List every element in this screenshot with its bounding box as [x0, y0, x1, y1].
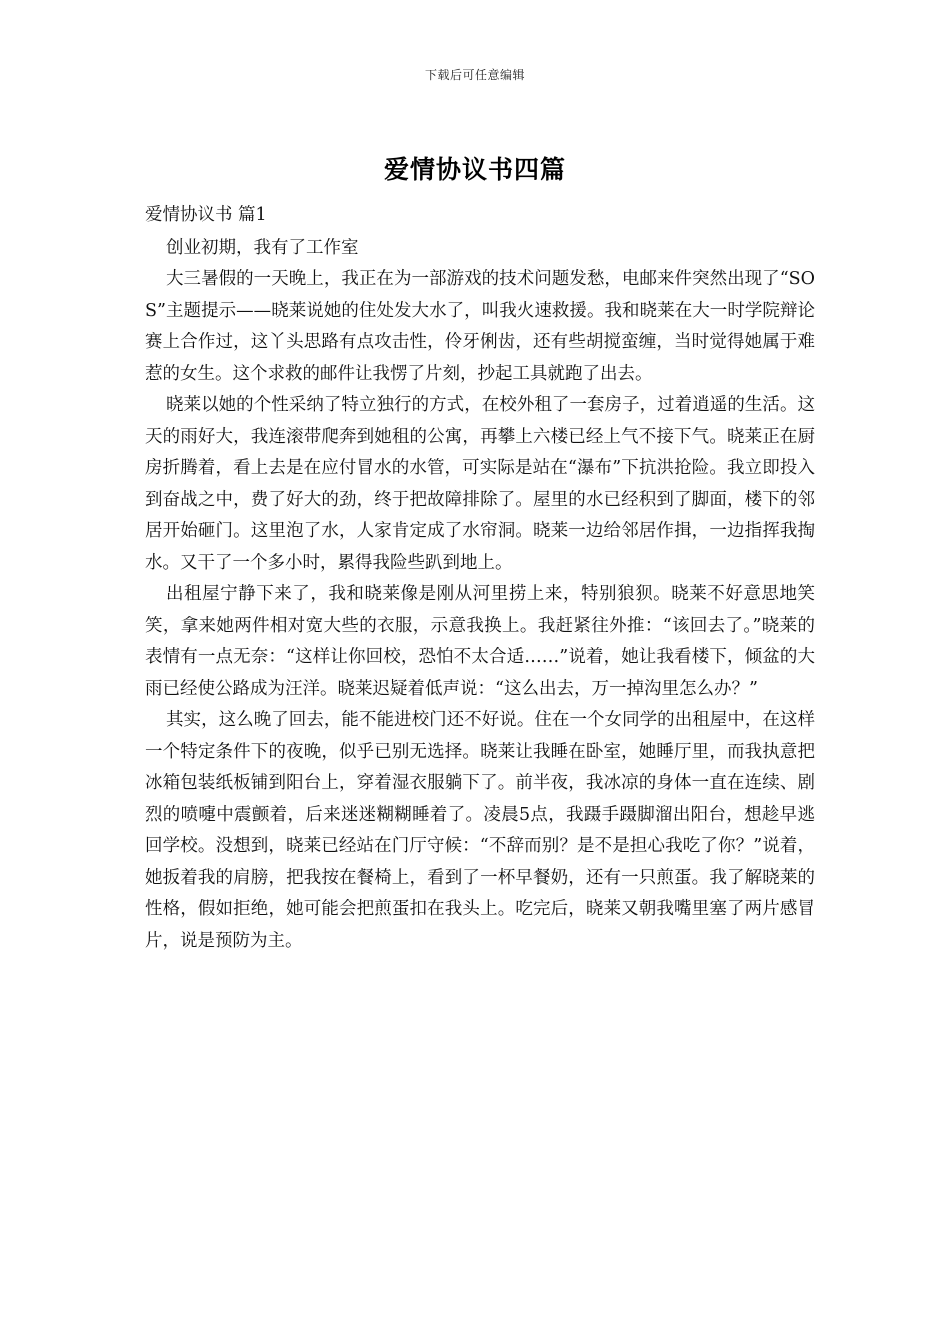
paragraph-4: 出租屋宁静下来了，我和晓莱像是刚从河里捞上来，特别狼狈。晓莱不好意思地笑笑，拿来她两件相对宽大些的衣服，示意我换上。我赶紧往外推：“该回去了。”晓莱的表情有一点无奈：“这样让你回校，恐怕不太合适……”说着，她让我看楼下，倾盆的大雨已经使公路成为汪洋。晓莱迟疑着低声说：“这么出去，万一掉沟里怎么办？” — [145, 584, 815, 699]
paragraph-3: 晓莱以她的个性采纳了特立独行的方式，在校外租了一套房子，过着逍遥的生活。这天的雨好大，我连滚带爬奔到她租的公寓，再攀上六楼已经上气不接下气。晓莱正在厨房折腾着，看上去是在应付冒水的水管，可实际是站在“瀑布”下抗洪抢险。我立即投入到奋战之中，费了好大的劲，终于把故障排除了。屋里的水已经积到了脚面，楼下的邻居开始砸门。这里泡了水，人家肯定成了水帘洞。晓莱一边给邻居作揖，一边指挥我掏水。又干了一个多小时，累得我险些趴到地上。 — [145, 395, 815, 573]
paragraph-1: 创业初期，我有了工作室 — [166, 237, 359, 258]
paragraph-5: 其实，这么晚了回去，能不能进校门还不好说。住在一个女同学的出租屋中，在这样一个特定条件下的夜晚，似乎已别无选择。晓莱让我睡在卧室，她睡厅里，而我执意把冰箱包装纸板铺到阳台上，穿着湿衣服躺下了。前半夜，我冰凉的身体一直在连续、剧烈的喷嚏中震颤着，后来迷迷糊糊睡着了。凌晨5点，我蹑手蹑脚溜出阳台，想趁早逃回学校。没想到，晓莱已经站在门厅守候：“不辞而别？是不是担心我吃了你？”说着，她扳着我的肩膀，把我按在餐椅上，看到了一杯早餐奶，还有一只煎蛋。我了解晓莱的性格，假如拒绝，她可能会把煎蛋扣在我头上。吃完后，晓莱又朝我嘴里塞了两片感冒片，说是预防为主。 — [145, 710, 815, 951]
document-title: 爱情协议书四篇 — [383, 155, 566, 184]
page-header-note: 下载后可任意编辑 — [424, 68, 525, 82]
document-body — [145, 200, 815, 957]
section-label: 爱情协议书 篇1 — [145, 205, 267, 225]
paragraph-2: 大三暑假的一天晚上，我正在为一部游戏的技术问题发愁，电邮来件突然出现了“SOS”主题提示——晓莱说她的住处发大水了，叫我火速救援。我和晓莱在大一时学院辩论赛上合作过，这丫头思路有点攻击性，伶牙俐齿，还有些胡搅蛮缠，当时觉得她属于难惹的女生。这个求救的邮件让我愣了片刻，抄起工具就跑了出去。 — [145, 269, 815, 384]
